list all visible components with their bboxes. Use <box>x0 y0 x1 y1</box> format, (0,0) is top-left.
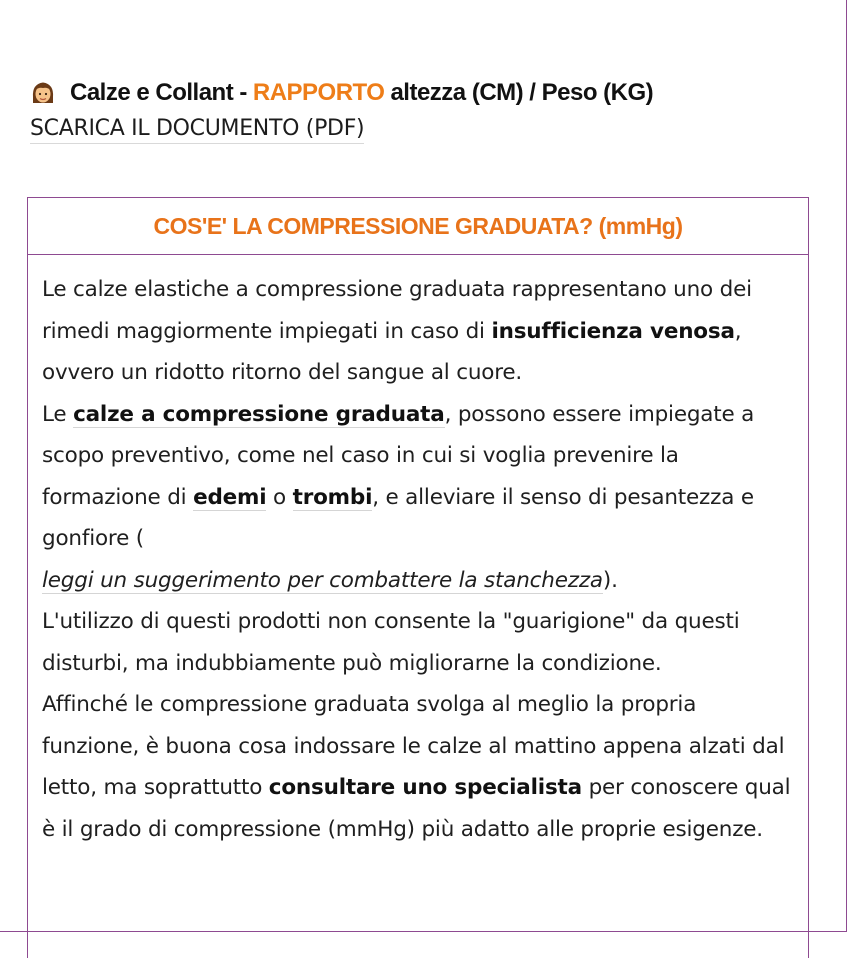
right-border-line <box>846 0 847 932</box>
paragraph-2-text-5: ). <box>602 567 618 593</box>
paragraph-4 <box>42 684 794 850</box>
paragraph-2 <box>42 394 794 602</box>
paragraph-4-text-1: Affinché le compressione graduata svolga al meglio la propria funzione, è buona cosa indossare le calze al mattino appena alzati dal letto, ma soprattutto <box>42 692 785 800</box>
insufficienza-venosa-bold: insufficienza venosa <box>491 318 735 344</box>
info-box-title: COS'E' LA COMPRESSIONE GRADUATA? (mmHg) <box>28 198 808 255</box>
calze-compressione-link[interactable]: calze a compressione graduata <box>73 401 445 427</box>
paragraph-2-text-4: , e alleviare il senso di pesantezza e gonfiore ( <box>42 484 754 551</box>
trombi-link[interactable]: trombi <box>292 484 373 510</box>
info-box <box>27 197 809 958</box>
page-header <box>30 76 830 144</box>
edemi-link[interactable]: edemi <box>193 484 267 510</box>
paragraph-3-text: L'utilizzo di questi prodotti non consente la "guarigione" da questi disturbi, ma indubbiamente può migliorarne la condizione. <box>42 609 740 676</box>
paragraph-1-text-1: Le calze elastiche a compressione graduata rappresentano uno dei rimedi maggiormente impiegati in caso di <box>42 277 752 344</box>
paragraph-3 <box>42 601 794 684</box>
paragraph-2-text-1: Le <box>42 401 74 427</box>
stanchezza-link[interactable]: leggi un suggerimento per combattere la stanchezza <box>42 567 603 593</box>
info-box-body <box>28 255 808 850</box>
title-highlight: RAPPORTO <box>252 79 385 106</box>
paragraph-4-text-2: per conoscere qual è il grado di compressione (mmHg) più adatto alle proprie esigenze. <box>42 775 791 842</box>
title-part-1: Calze e Collant - <box>70 79 247 106</box>
consultare-specialista-bold: consultare uno specialista <box>268 775 582 800</box>
paragraph-1 <box>42 269 794 394</box>
paragraph-1-text-2: , ovvero un ridotto ritorno del sangue al cuore. <box>42 318 742 385</box>
woman-icon <box>30 80 56 106</box>
title-part-2: altezza (CM) / Peso (KG) <box>390 79 654 106</box>
download-pdf-link[interactable]: SCARICA IL DOCUMENTO (PDF) <box>30 116 364 144</box>
paragraph-2-text-3: o <box>266 484 293 510</box>
paragraph-2-text-2: , possono essere impiegate a scopo preventivo, come nel caso in cui si voglia prevenire la formazione di <box>42 401 755 510</box>
page-title <box>30 76 830 110</box>
